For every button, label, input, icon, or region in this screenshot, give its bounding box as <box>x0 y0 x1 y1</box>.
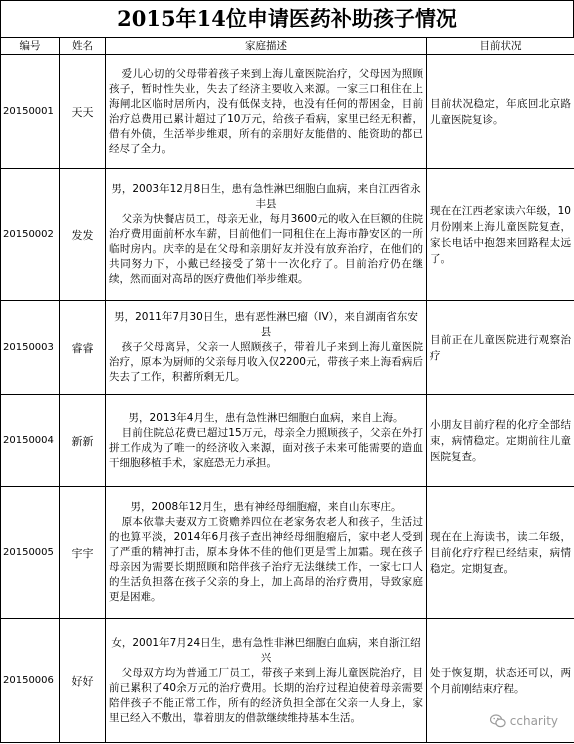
row-name: 天天 <box>60 55 106 169</box>
row-status: 处于恢复期，状态还可以，两个月前刚结束疗程。 <box>430 666 571 695</box>
row-desc-cell <box>106 487 427 619</box>
row-id: 20150006 <box>1 619 60 743</box>
row-status-cell <box>427 301 574 395</box>
row-desc: 父母双方均为普通工厂员工，带孩子来到上海儿童医院治疗，目前已累积了40余万元的治疗费用。长期的治疗过程迫使着母亲需要陪伴孩子不能正常工作，所有的经济负担全部在父亲一人身上，家里已经入不敷出，靠着朋友的借款继续维持基本生活。 <box>109 666 423 724</box>
header-id: 编号 <box>1 38 60 55</box>
row-id: 20150003 <box>1 301 60 395</box>
row-id: 20150001 <box>1 55 60 169</box>
table-row <box>1 487 574 619</box>
row-status: 现在在上海读书，读二年级，目前化疗疗程已经结束，病情稳定。定期复查。 <box>430 530 571 575</box>
row-desc-cell <box>106 619 427 743</box>
row-desc-cell <box>106 55 427 169</box>
row-lead: 女，2001年7月24日生，患有急性非淋巴细胞白血病，来自浙江绍兴 <box>111 636 421 664</box>
header-name: 姓名 <box>60 38 106 55</box>
wechat-icon <box>490 714 506 728</box>
row-desc-cell <box>106 169 427 301</box>
row-status: 现在在江西老家读六年级，10月份刚来上海儿童医院复查，家长电话中抱怨来回路程太远了。 <box>430 204 571 265</box>
row-desc: 目前住院总花费已超过15万元，母亲全力照顾孩子，父亲在外打拼工作成为了唯一的经济收入来源，面对孩子未来可能需要的造血干细胞移植手术，家庭恐无力承担。 <box>109 426 423 469</box>
row-status: 小朋友目前疗程的化疗全部结束，病情稳定。定期前往儿童医院复查。 <box>430 418 571 463</box>
row-status-cell <box>427 55 574 169</box>
row-id: 20150002 <box>1 169 60 301</box>
row-lead: 男，2003年12月8日生，患有急性淋巴细胞白血病，来自江西省永丰县 <box>111 183 421 210</box>
table-row <box>1 55 574 169</box>
row-lead: 男，2011年7月30日生，患有恶性淋巴瘤（IV），来自湖南省东安县 <box>114 311 418 338</box>
row-desc-cell <box>106 301 427 395</box>
row-status-cell <box>427 395 574 487</box>
table-row <box>1 619 574 743</box>
page-title: 2015年14位申请医药补助孩子情况 <box>0 0 574 38</box>
row-desc: 父亲为快餐店员工，母亲无业，每月3600元的收入在巨额的住院治疗费用面前杯水车薪，目前他们一同租住在上海市静安区的一所临时房内。庆幸的是在父母和亲朋好友并没有放弃治疗，在他们的共同努力下，小戴已经接受了第十一次化疗了。目前治疗仍在继续，然而面对高昂的医疗费他们举步维艰。 <box>109 213 423 285</box>
row-id: 20150005 <box>1 487 60 619</box>
row-desc: 原本依靠夫妻双方工资赡养四位在老家务农老人和孩子，生活过的也算平淡，2014年6月孩子查出神经母细胞瘤后，家中老人受到了严重的精神打击，原本身体不佳的他们更是雪上加霜。现在孩子母亲因为需要长期照顾和陪伴孩子治疗无法继续工作，一家七口人的生活负担落在孩子父亲的身上，加上高昂的治疗费用，导致家庭更是困难。 <box>109 516 423 603</box>
children-table <box>0 37 574 743</box>
row-name: 新新 <box>60 395 106 487</box>
row-lead: 男，2008年12月生，患有神经母细胞瘤，来自山东枣庄。 <box>130 501 402 513</box>
row-status: 目前状况稳定，年底回北京路儿童医院复诊。 <box>430 97 571 126</box>
table-row <box>1 301 574 395</box>
watermark <box>490 714 558 728</box>
row-desc-cell <box>106 395 427 487</box>
row-name: 睿睿 <box>60 301 106 395</box>
table-row <box>1 395 574 487</box>
row-lead: 男，2013年4月生，患有急性淋巴细胞白血病，来自上海。 <box>128 411 404 424</box>
row-desc: 孩子父母离异，父亲一人照顾孩子，带着儿子来到上海儿童医院治疗，原本为厨师的父亲每月收入仅2200元，带孩子来上海看病后失去了工作，积蓄所剩无几。 <box>109 341 423 383</box>
header-status: 目前状况 <box>427 38 574 55</box>
table-header-row <box>1 38 574 55</box>
row-name: 发发 <box>60 169 106 301</box>
row-name: 好好 <box>60 619 106 743</box>
watermark-text: ccharity <box>509 714 558 728</box>
row-name: 宇宇 <box>60 487 106 619</box>
header-desc: 家庭描述 <box>106 38 427 55</box>
row-id: 20150004 <box>1 395 60 487</box>
row-desc: 爱儿心切的父母带着孩子来到上海儿童医院治疗，父母因为照顾孩子，暂时性失业，失去了经济主要收入来源。一家三口租住在上海闸北区临时居所内，没有低保支持，也没有任何的帮困金，目前治疗总费用已累计超过了10万元，给孩子看病，家里已经无积蓄，借有外债，生活举步维艰，所有的亲朋好友能借的、能资助的都已经尽了全力。 <box>109 67 423 155</box>
table-row <box>1 169 574 301</box>
row-status-cell <box>427 169 574 301</box>
row-status: 目前正在儿童医院进行观察治疗 <box>430 333 571 362</box>
row-status-cell <box>427 487 574 619</box>
